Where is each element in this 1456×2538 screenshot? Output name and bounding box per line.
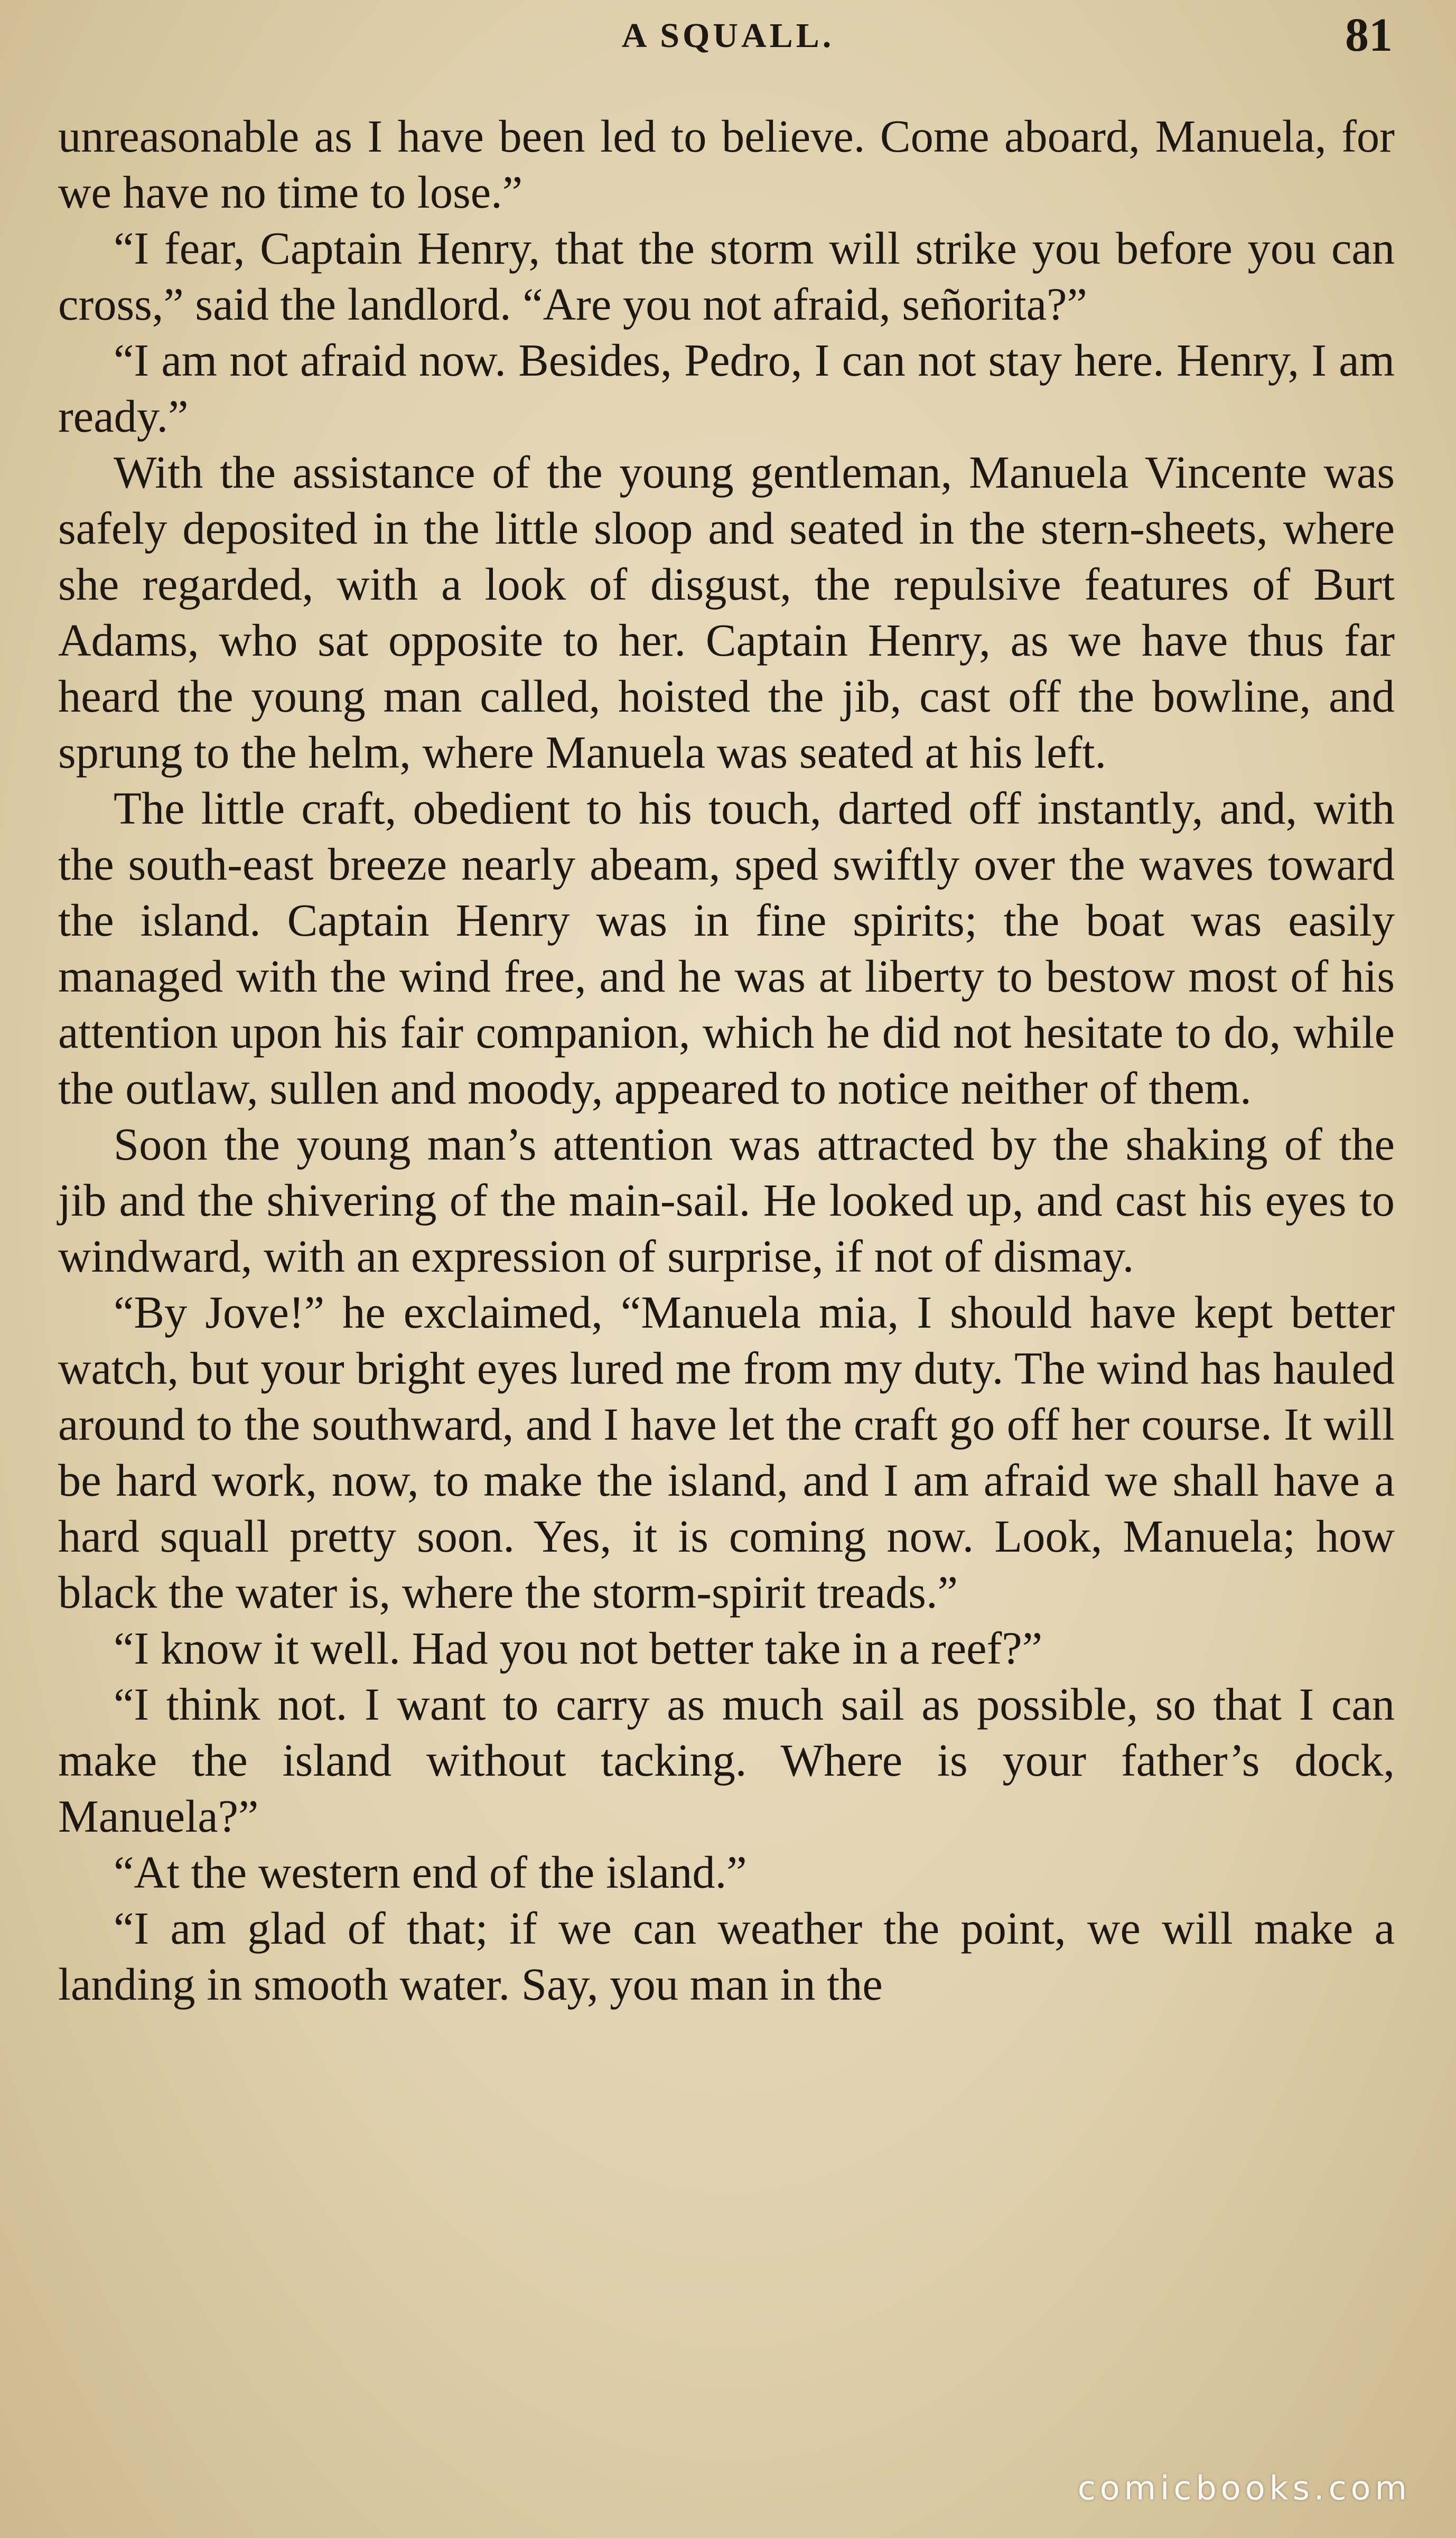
paragraph-11: “I am glad of that; if we can weather the point, we will make a landing in smooth water. Say, you man in the	[58, 1903, 1395, 2010]
running-head	[0, 9, 1456, 61]
paragraph-7: “By Jove!” he exclaimed, “Manuela mia, I should have kept better watch, but your bright eyes lured me from my duty. The wind has hauled around to the southward, and I have let the craft go off her course. It will be hard work, now, to make the island, and I am afraid we shall have a hard squall pretty soon. Yes, it is coming now. Look, Manuela; how black the water is, where the storm-spirit treads.”	[58, 1287, 1395, 1618]
paragraph-9: “I think not. I want to carry as much sail as possible, so that I can make the island without tacking. Where is your father’s dock, Manuela?”	[58, 1679, 1395, 1842]
paragraph-6: Soon the young man’s attention was attracted by the shaking of the jib and the shivering of the main-sail. He looked up, and cast his eyes to windward, with an expression of surprise, if not of dismay.	[58, 1119, 1395, 1282]
running-title: A SQUALL.	[621, 16, 835, 55]
paragraph-4: With the assistance of the young gentleman, Manuela Vincente was safely deposited in the little sloop and seated in the stern-sheets, where she regarded, with a look of disgust, the repulsive features of Burt Adams, who sat opposite to her. Captain Henry, as we have thus far heard the young man called, hoisted the jib, cast off the bowline, and sprung to the helm, where Manuela was seated at his left.	[58, 447, 1395, 778]
paragraph-3: “I am not afraid now. Besides, Pedro, I can not stay here. Henry, I am ready.”	[58, 335, 1395, 442]
paragraph-2: “I fear, Captain Henry, that the storm will strike you before you can cross,” said the landlord. “Are you not afraid, señorita?”	[58, 223, 1395, 330]
paragraph-1: unreasonable as I have been led to believe. Come aboard, Manuela, for we have no time to lose.”	[58, 111, 1395, 218]
watermark: comicbooks.com	[1077, 2469, 1411, 2507]
paragraph-8: “I know it well. Had you not better take in a reef?”	[114, 1623, 1043, 1674]
paragraph-10: “At the western end of the island.”	[114, 1847, 747, 1898]
body-text	[58, 108, 1395, 2012]
page-number: 81	[1345, 9, 1393, 61]
paragraph-5: The little craft, obedient to his touch, darted off instantly, and, with the south-east breeze nearly abeam, sped swiftly over the waves toward the island. Captain Henry was in fine spirits; the boat was easily managed with the wind free, and he was at liberty to bestow most of his attention upon his fair companion, which he did not hesitate to do, while the outlaw, sullen and moody, appeared to notice neither of them.	[58, 783, 1395, 1114]
